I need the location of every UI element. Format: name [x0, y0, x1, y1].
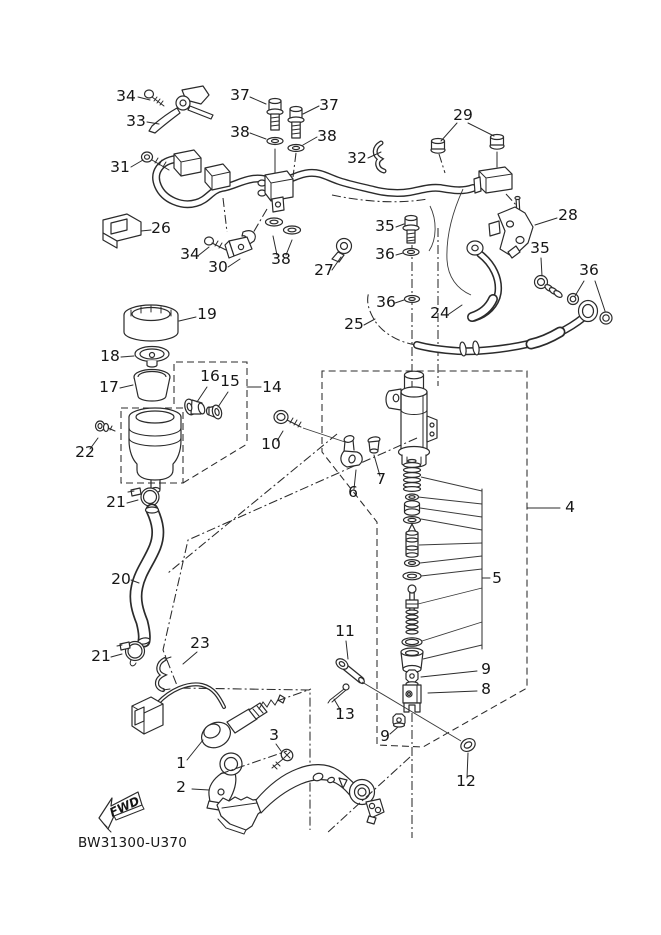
callout-21-b: 21 [91, 647, 111, 665]
callout-7: 7 [376, 470, 386, 488]
hose-union-block [265, 171, 293, 201]
group-boxes [121, 195, 527, 830]
callout-36-a: 36 [375, 245, 395, 263]
cotter-pin-13 [328, 684, 349, 703]
callout-1: 1 [176, 754, 186, 772]
brake-pipe-24 [467, 241, 498, 318]
callout-33: 33 [126, 112, 146, 130]
brake-switch-assembly-1 [132, 684, 285, 752]
callout-34-a: 34 [116, 87, 136, 105]
callout-26: 26 [151, 219, 171, 237]
connector-clip [474, 177, 481, 193]
callout-36-b: 36 [579, 261, 599, 279]
hose-clamp-block-b [205, 164, 230, 190]
connector-block [479, 167, 512, 193]
callout-13: 13 [335, 705, 355, 723]
callout-34-b: 34 [180, 245, 200, 263]
bracket-28 [489, 197, 533, 259]
nut-9-a [406, 670, 418, 682]
diaphragm-17 [134, 370, 170, 402]
flange-bolt-37-a [267, 99, 283, 131]
callout-14: 14 [262, 378, 282, 396]
hose-clamp-21-b [117, 642, 145, 666]
washer-36-a [403, 249, 419, 256]
callout-9-a: 9 [481, 660, 491, 678]
holder-bracket-26 [103, 214, 141, 248]
corridor-line-a [168, 434, 337, 573]
nut-9-b [393, 714, 405, 727]
callout-35-a: 35 [375, 217, 395, 235]
callout-5: 5 [492, 569, 502, 587]
hose-clamp-block-a [174, 150, 201, 176]
diaphragm-plate-18 [135, 347, 169, 368]
reservoir-tank [129, 408, 181, 493]
hose-clamp-21-a [128, 488, 159, 506]
callout-17: 17 [99, 378, 119, 396]
washer-38-a [267, 138, 283, 145]
brake-pedal [217, 765, 384, 834]
callout-38-b: 38 [317, 127, 337, 145]
bolt-22 [96, 421, 116, 432]
callout-8: 8 [481, 680, 491, 698]
callout-16: 16 [200, 367, 220, 385]
callout-37-a: 37 [230, 86, 250, 104]
callout-19: 19 [197, 305, 217, 323]
callout-12: 12 [456, 772, 476, 790]
harness-center-line [332, 195, 428, 202]
callout-32: 32 [347, 149, 367, 167]
flange-nut-29-a [431, 139, 445, 154]
fwd-arrow-icon [99, 792, 144, 832]
part-code: BW31300-U370 [78, 835, 188, 851]
master-cylinder-group-box-4 [322, 371, 527, 747]
grommet-15 [207, 404, 224, 420]
washer-pair-38-c [266, 218, 301, 234]
callout-28: 28 [558, 206, 578, 224]
callout-37-b: 37 [319, 96, 339, 114]
washer-36-c [405, 296, 420, 303]
callout-22: 22 [75, 443, 95, 461]
clevis-joint-8 [403, 682, 421, 712]
screw-3 [272, 747, 295, 769]
callout-29: 29 [453, 106, 473, 124]
callout-21-a: 21 [106, 493, 126, 511]
callout-9-b: 9 [380, 727, 390, 745]
frame-edge-curves [429, 189, 471, 295]
callout-36-c: 36 [376, 293, 396, 311]
fwd-label: FWD [107, 793, 142, 820]
bolt-35-a [403, 216, 419, 244]
callout-3: 3 [269, 726, 279, 744]
fan-lines-5 [418, 477, 490, 659]
washer-38-b [288, 145, 304, 152]
callout-11: 11 [335, 622, 355, 640]
callout-10: 10 [261, 435, 281, 453]
screw-10 [274, 411, 345, 443]
reservoir-cap-19 [124, 305, 178, 341]
grommet-16 [183, 398, 206, 416]
callout-24: 24 [430, 304, 450, 322]
washer-12 [459, 736, 478, 754]
union-bolt-35-b [535, 276, 564, 299]
piston-kit-stack [401, 460, 423, 673]
callout-38-c: 38 [271, 250, 291, 268]
clevis-pin-11 [334, 657, 461, 741]
flange-nut-29-b [490, 135, 504, 150]
elbow-joint-6 [341, 435, 362, 467]
callout-2: 2 [176, 778, 186, 796]
callout-20: 20 [111, 570, 131, 588]
callout-23: 23 [190, 634, 210, 652]
stop-lamp-switch-bracket-33 [149, 86, 213, 133]
wire-clip-23 [157, 657, 171, 690]
screw-34-a [145, 90, 165, 106]
callout-35-b: 35 [530, 239, 550, 257]
clip-32 [375, 143, 384, 171]
union-tab-hole [276, 202, 281, 207]
callout-4: 4 [565, 498, 575, 516]
harness-assembly [156, 150, 512, 212]
callout-18: 18 [100, 347, 120, 365]
reservoir-hose-20 [136, 507, 159, 645]
callout-38-a: 38 [230, 123, 250, 141]
clamp-bracket-30 [225, 231, 255, 258]
flange-bolt-37-b [288, 107, 304, 139]
callout-27: 27 [314, 261, 334, 279]
clip-27 [332, 239, 352, 263]
callout-30: 30 [208, 258, 228, 276]
callout-31: 31 [110, 158, 130, 176]
callout-6: 6 [348, 483, 358, 501]
group-box-link [183, 444, 247, 483]
callout-15: 15 [220, 372, 240, 390]
grommet-7 [368, 436, 381, 453]
callout-25: 25 [344, 315, 364, 333]
